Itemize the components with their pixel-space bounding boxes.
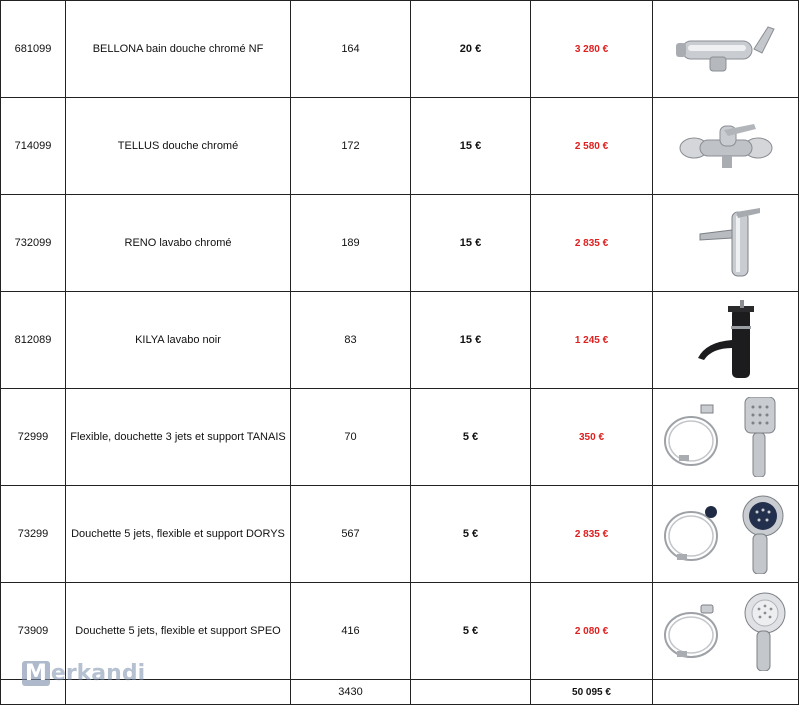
table-row: [1, 98, 799, 195]
merkandi-watermark: M erkandi: [22, 661, 145, 686]
table-row: [1, 389, 799, 486]
basin-faucet-chrome-image: [653, 195, 799, 292]
table-row: [1, 195, 799, 292]
product-name: TELLUS douche chromé: [66, 98, 291, 195]
unit-price: 5 €: [411, 486, 531, 583]
product-quantity: 567: [291, 486, 411, 583]
product-quantity: 70: [291, 389, 411, 486]
bath-shower-mixer-image: [653, 1, 799, 98]
unit-price: 5 €: [411, 583, 531, 680]
shower-set-round-light-image: [653, 583, 799, 680]
shower-set-round-dark-image: [653, 486, 799, 583]
grand-total: 50 095 €: [531, 680, 653, 705]
line-total: 2 580 €: [531, 98, 653, 195]
product-name: BELLONA bain douche chromé NF: [66, 1, 291, 98]
unit-price: 15 €: [411, 195, 531, 292]
table-row: [1, 292, 799, 389]
product-ref: 732099: [1, 195, 66, 292]
line-total: 350 €: [531, 389, 653, 486]
empty-cell: [653, 680, 799, 705]
product-quantity: 83: [291, 292, 411, 389]
product-ref: 812089: [1, 292, 66, 389]
product-name: RENO lavabo chromé: [66, 195, 291, 292]
line-total: 1 245 €: [531, 292, 653, 389]
line-total: 2 080 €: [531, 583, 653, 680]
unit-price: 15 €: [411, 98, 531, 195]
shower-set-square-image: [653, 389, 799, 486]
unit-price: 15 €: [411, 292, 531, 389]
product-quantity: 416: [291, 583, 411, 680]
empty-cell: [411, 680, 531, 705]
unit-price: 20 €: [411, 1, 531, 98]
product-ref: 73299: [1, 486, 66, 583]
product-name: Douchette 5 jets, flexible et support DORYS: [66, 486, 291, 583]
product-ref: 72999: [1, 389, 66, 486]
unit-price: 5 €: [411, 389, 531, 486]
product-name: Douchette 5 jets, flexible et support SPEO: [66, 583, 291, 680]
table-row: [1, 1, 799, 98]
product-quantity: 189: [291, 195, 411, 292]
product-name: Flexible, douchette 3 jets et support TANAIS: [66, 389, 291, 486]
shower-mixer-image: [653, 98, 799, 195]
line-total: 2 835 €: [531, 486, 653, 583]
basin-faucet-black-image: [653, 292, 799, 389]
product-quantity: 172: [291, 98, 411, 195]
line-total: 3 280 €: [531, 1, 653, 98]
table-row: [1, 486, 799, 583]
product-ref: 681099: [1, 1, 66, 98]
product-quantity: 164: [291, 1, 411, 98]
product-ref: 714099: [1, 98, 66, 195]
line-total: 2 835 €: [531, 195, 653, 292]
product-name: KILYA lavabo noir: [66, 292, 291, 389]
total-quantity: 3430: [291, 680, 411, 705]
product-ref: 73909: [1, 583, 66, 680]
